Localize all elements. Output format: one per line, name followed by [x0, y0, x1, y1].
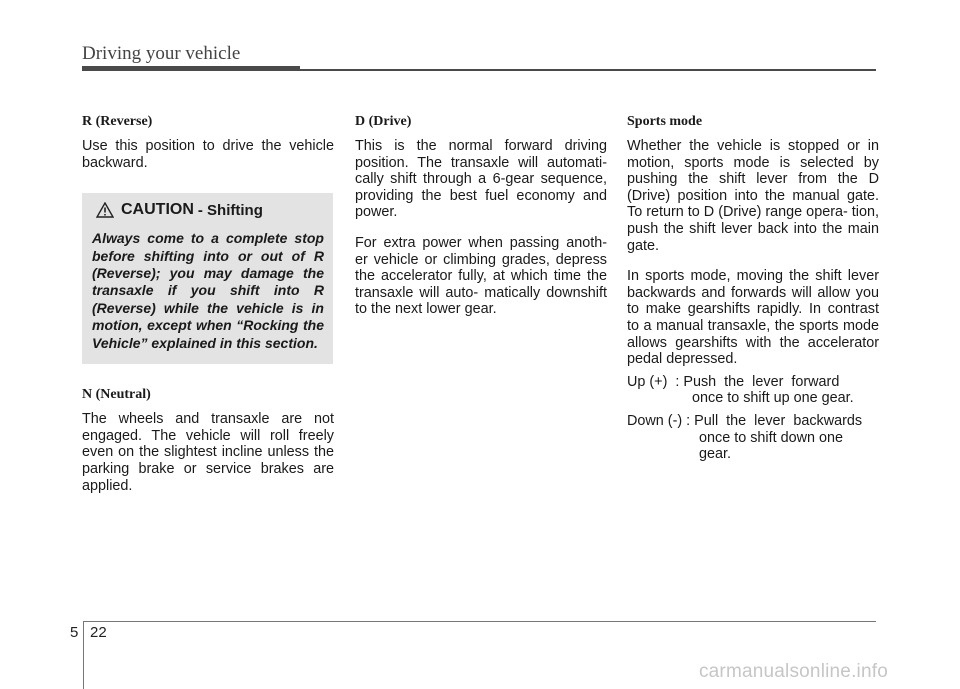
column-right [627, 113, 879, 463]
shift-up-line-1: Up (+) : Push the lever forward [627, 373, 840, 390]
reverse-heading: R (Reverse) [82, 114, 153, 129]
shift-down-line-2: once to shift down one [699, 429, 844, 446]
drive-text-1: This is the normal forward driving position. The transaxle will automati- cally shift through a 6-gear sequence, providing the best fuel economy and power. [355, 138, 607, 221]
column-middle [355, 113, 607, 318]
shift-up-item [627, 374, 879, 407]
watermark-text: carmanualsonline.info [698, 661, 888, 682]
chapter-number: 5 [70, 624, 79, 641]
caution-header [96, 201, 324, 219]
sports-mode-text-2: In sports mode, moving the shift lever backwards and forwards will allow you to make gearshifts rapidly. In contrast to a manual transaxle, the sports mode allows gearshifts with the accelerator pedal depressed. [627, 268, 879, 368]
caution-subtitle: - Shifting [197, 201, 263, 219]
neutral-text: The wheels and transaxle are not engaged. The vehicle will roll freely even on the slightest incline unless the parking brake or service brakes are applied. [82, 411, 334, 494]
caution-title: CAUTION [121, 201, 194, 219]
header-rule-thin [300, 69, 876, 71]
sports-mode-heading: Sports mode [627, 114, 703, 129]
footer-rule [83, 621, 876, 622]
shift-up-line-2: once to shift up one gear. [692, 390, 854, 407]
page-number: 22 [90, 624, 107, 641]
warning-triangle-icon [96, 202, 114, 218]
header-rule-thick [82, 66, 300, 71]
shift-down-line-1: Down (-) : Pull the lever backwards [627, 412, 863, 429]
reverse-text: Use this position to drive the vehicle backward. [82, 138, 334, 171]
page-header-title: Driving your vehicle [82, 43, 241, 64]
footer-divider [83, 621, 84, 689]
neutral-heading: N (Neutral) [82, 387, 151, 403]
sports-mode-text-1: Whether the vehicle is stopped or in motion, sports mode is selected by pushing the shift lever from the D (Drive) position into the manual gate. To return to D (Drive) range opera- tion, push the shift lever back into the main gate. [627, 138, 879, 254]
shift-down-item [627, 413, 879, 463]
caution-box [82, 193, 333, 364]
caution-text: Always come to a complete stop before shifting into or out of R (Reverse); you may damage the transaxle if you shift into R (Reverse) while the vehicle is in motion, except when “Rocking the Vehicle” explained in this section. [92, 230, 324, 351]
drive-text-2: For extra power when passing anoth- er vehicle or climbing grades, depress the accelerator fully, at which time the transaxle will auto- matically downshift to the next lower gear. [355, 234, 607, 318]
drive-heading: D (Drive) [355, 114, 412, 129]
column-left [82, 113, 334, 494]
shift-down-line-3: gear. [699, 446, 732, 463]
